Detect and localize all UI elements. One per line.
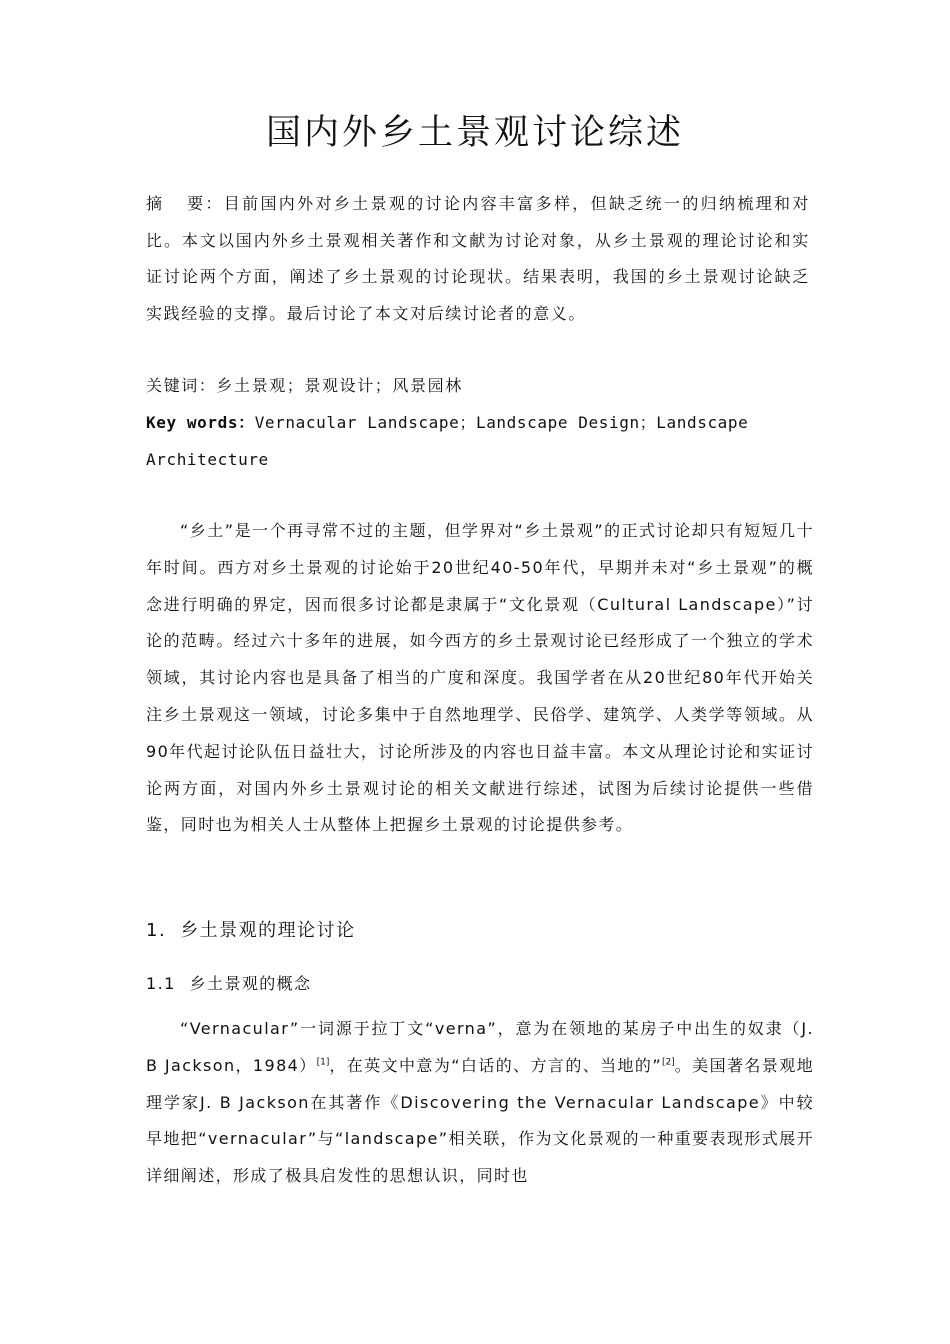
subsection-title: 乡土景观的概念 <box>189 974 312 993</box>
keywords-en-text: Vernacular Landscape；Landscape Design；Landscape Architecture <box>146 413 749 469</box>
body-text-part-1: “Vernacular”一词源于拉丁文“verna”，意为在领地的某房子中出生的奴隶（J. B Jackson，1984） <box>146 1019 814 1075</box>
abstract-label-char-1: 摘 <box>146 194 165 213</box>
abstract-label <box>146 194 224 213</box>
keywords-cn-label: 关键词： <box>146 376 217 395</box>
body-paragraph <box>146 1011 814 1195</box>
body-text-part-2: ，在英文中意为“白话的、方言的、当地的” <box>329 1055 663 1075</box>
section-number: 1. <box>146 920 167 941</box>
abstract-label-char-2: 要： <box>186 194 224 213</box>
keywords-cn-text: 乡土景观；景观设计；风景园林 <box>216 376 463 395</box>
citation-ref-2: [2] <box>662 1057 675 1068</box>
subsection-heading-1-1 <box>146 966 311 1002</box>
subsection-number: 1.1 <box>146 974 176 993</box>
keywords-chinese <box>146 368 810 404</box>
paper-title: 国内外乡土景观讨论综述 <box>265 113 684 153</box>
section-heading-1 <box>146 913 356 949</box>
abstract-text: 目前国内外对乡土景观的讨论内容丰富多样，但缺乏统一的归纳梳理和对比。本文以国内外乡土景观相关著作和文献为讨论对象，从乡土景观的理论讨论和实证讨论两个方面，阐述了乡土景观的讨论现状。结果表明，我国的乡土景观讨论缺乏实践经验的支撑。最后讨论了本文对后续讨论者的意义。 <box>146 194 810 323</box>
introduction-paragraph: “乡土”是一个再寻常不过的主题，但学界对“乡土景观”的正式讨论却只有短短几十年时间。西方对乡土景观的讨论始于20世纪40-50年代，早期并未对“乡土景观”的概念进行明确的界定，因而很多讨论都是隶属于“文化景观（Cultural Landscape）”讨论的范畴。经过六十多年的进展，如今西方的乡土景观讨论已经形成了一个独立的学术领域，其讨论内容也是具备了相当的广度和深度。我国学者在从20世纪80年代开始关注乡土景观这一领域，讨论多集中于自然地理学、民俗学、建筑学、人类学等领域。从90年代起讨论队伍日益壮大，讨论所涉及的内容也日益丰富。本文从理论讨论和实证讨论两方面，对国内外乡土景观讨论的相关文献进行综述，试图为后续讨论提供一些借鉴，同时也为相关人士从整体上把握乡土景观的讨论提供参考。 <box>146 521 814 835</box>
keywords-english <box>146 404 810 478</box>
keywords-en-label: Key words： <box>146 413 255 432</box>
abstract <box>146 186 810 332</box>
citation-ref-1: [1] <box>316 1057 330 1068</box>
body-text-part-3: 。美国著名景观地理学家J. B Jackson在其著作《Discovering the Vernacular Landscape》中较早地把“vernacular”与“landscape”相关联，作为文化景观的一种重要表现形式展开详细阐述，形成了极具启发性的思想认识，同时也 <box>146 1055 814 1186</box>
section-title: 乡土景观的理论讨论 <box>180 920 356 941</box>
